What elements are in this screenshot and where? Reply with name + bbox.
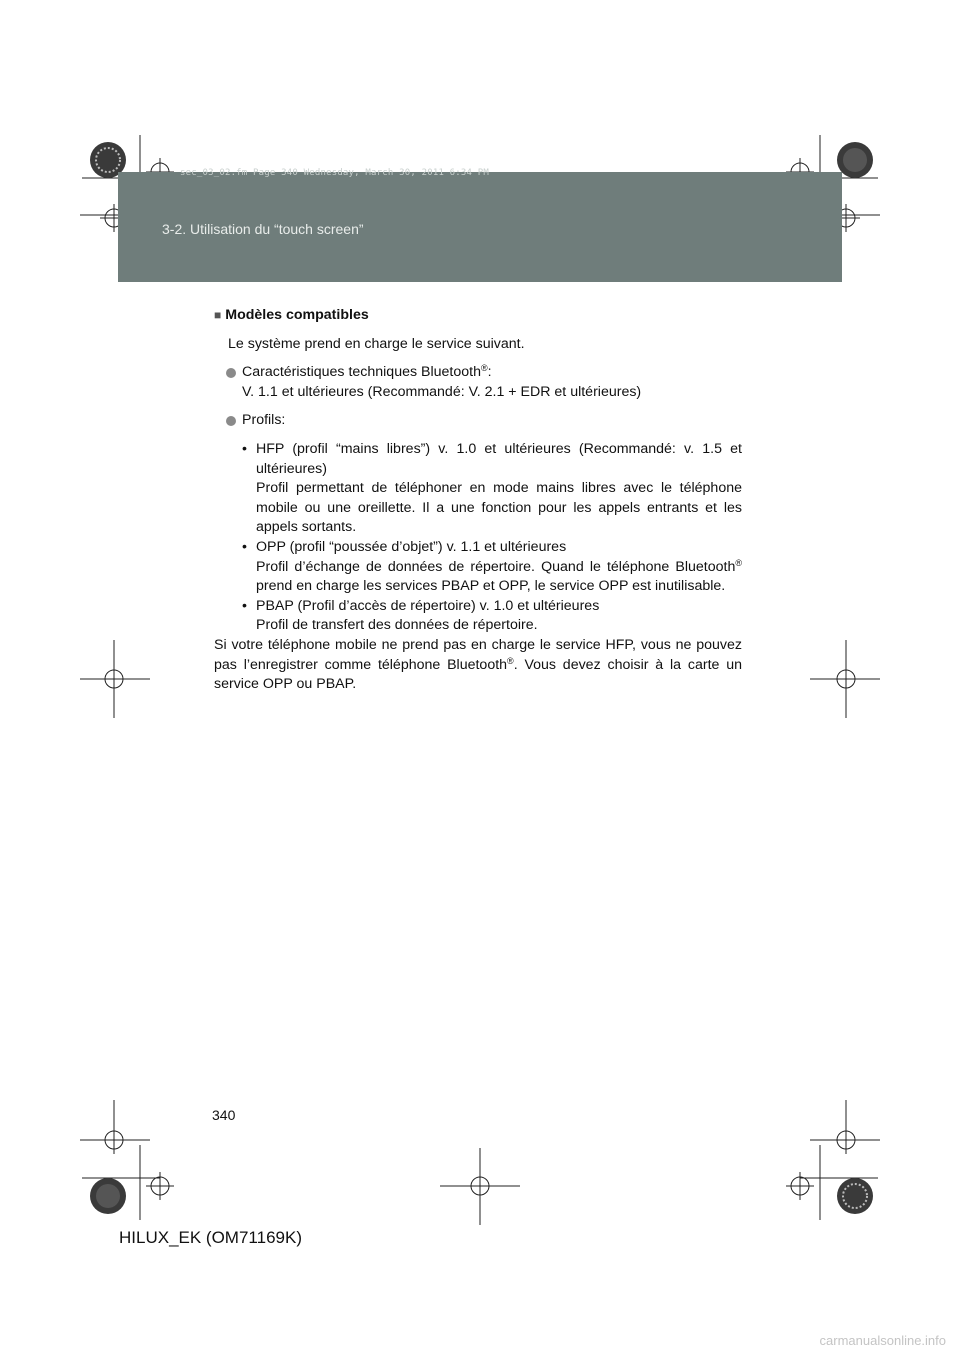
bullet-dot-icon (226, 416, 236, 426)
bullet1-detail: V. 1.1 et ultérieures (Recommandé: V. 2.1 + EDR et ultérieures) (242, 383, 642, 400)
opp-description (244, 558, 742, 597)
bullet-dot-icon (226, 368, 236, 378)
footer-model-code: HILUX_EK (OM71169K) (119, 1228, 302, 1247)
section-title: 3-2. Utilisation du “touch screen” (162, 221, 364, 237)
profile-pbap (244, 597, 742, 617)
bullet1-text: Caractéristiques techniques Bluetooth (242, 364, 481, 381)
opp-desc-b: prend en charge les services PBAP et OPP, le service OPP est inutilisable. (256, 578, 726, 595)
profile-opp (244, 538, 742, 558)
pbap-description: Profil de transfert des données de répertoire. (256, 617, 538, 634)
sub-bullet-icon: • (242, 440, 247, 457)
sub-bullet-icon: • (242, 538, 247, 555)
bullet-bluetooth-spec (214, 363, 742, 402)
section-heading (214, 306, 742, 326)
closing-paragraph (214, 636, 742, 695)
registered-mark: ® (735, 557, 742, 568)
square-bullet-icon: ■ (214, 308, 222, 322)
pbap-title: PBAP (Profil d’accès de répertoire) v. 1.0 et ultérieures (256, 597, 600, 614)
closing-b: . Vous devez choisir à la carte un service OPP ou PBAP. (214, 656, 742, 693)
bullet-profiles (214, 411, 742, 431)
page-content (214, 306, 742, 695)
watermark: carmanualsonline.info (819, 1333, 946, 1348)
bullet2-text: Profils: (242, 412, 286, 429)
sub-bullet-icon: • (242, 597, 247, 614)
hfp-title: HFP (profil “mains libres”) v. 1.0 et ultérieures (Recommandé: v. 1.5 et ultérieures) (256, 440, 742, 477)
opp-title: OPP (profil “poussée d’objet”) v. 1.1 et ultérieures (256, 538, 567, 555)
page-number: 340 (212, 1107, 236, 1123)
registered-mark: ® (480, 363, 488, 374)
registered-mark: ® (507, 655, 514, 666)
profile-list (214, 440, 742, 636)
heading-text: Modèles compatibles (225, 307, 369, 323)
profile-hfp (244, 440, 742, 479)
bullet1-colon: : (487, 364, 492, 381)
opp-desc-a: Profil d’échange de données de répertoire. Quand le téléphone Bluetooth (256, 558, 736, 575)
closing-a: Si votre téléphone mobile ne prend pas en charge le service HFP, vous ne pouvez pas l’enregistrer comme téléphone Bluetooth (214, 636, 742, 673)
intro-text: Le système prend en charge le service suivant. (228, 335, 525, 352)
frame-stamp: sec_03_02.fm Page 340 Wednesday, March 30, 2011 6:34 PM (180, 168, 490, 178)
hfp-description: Profil permettant de téléphoner en mode mains libres avec le téléphone mobile ou une oreillette. Il a une fonction pour les appels entrants et les appels sortants. (256, 480, 742, 536)
